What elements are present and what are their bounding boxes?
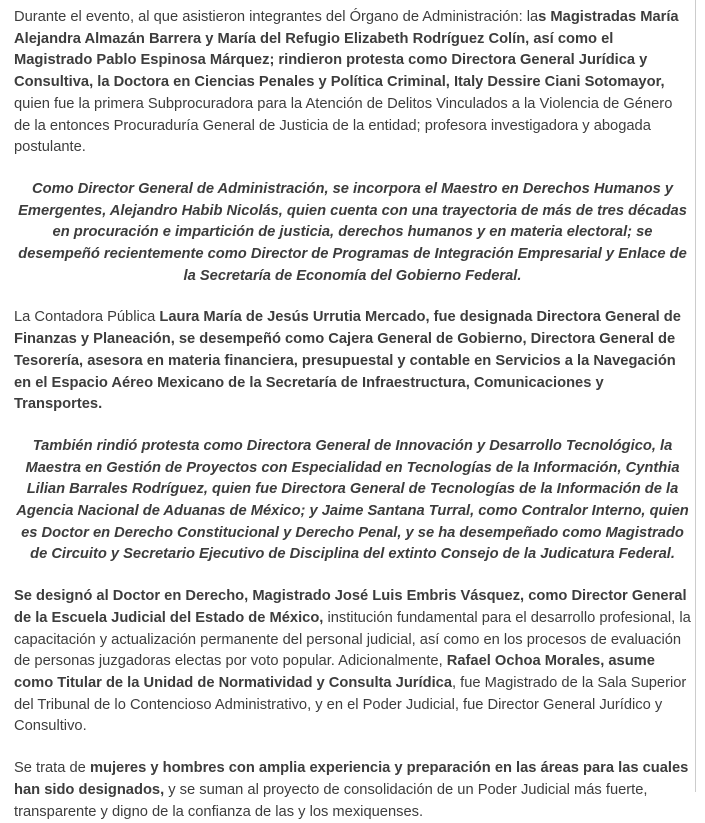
text-run: , fue Magistrado de la Sala Superior del Tribunal de lo Contencioso Administrativo, y en el Poder Judicial, fue Director General Jurídico y Consultivo. (14, 674, 687, 735)
text-run: mujeres y hombres con amplia experiencia y preparación en las áreas para las cuales han sido designados, (14, 760, 689, 798)
text-run: y se suman al proyecto de consolidación de un Poder Judicial más fuerte, transparente y digno de la confianza de las y los mexiquenses. (14, 781, 648, 820)
text-run: Como Director General de Administración, se incorpora el Maestro en Derechos Humanos y Emergentes, Alejandro Habib Nicolás, quien cuenta con una trayectoria de más de tres décadas en procuración e impartición de justicia, derechos humanos y en materia electoral; se desempeñó recientemente como Director de Programas de Integración Empresarial y Enlace de la Secretaría de Economía del Gobierno Federal. (18, 180, 687, 284)
text-run: Se designó al Doctor en Derecho, Magistrado José Luis Embris Vásquez, como Director General de la Escuela Judicial del Estado de México, (14, 588, 687, 626)
content-right-border (695, 0, 696, 792)
paragraph-4 (14, 436, 691, 566)
text-run: Se trata de (14, 760, 90, 777)
text-run: s Magistradas María Alejandra Almazán Barrera y María del Refugio Elizabeth Rodríguez Colín, así como el Magistrado Pablo Espinosa Márquez; rindieron protesta como Directora General Jurídica y Consultiva, la Doctora en Ciencias Penales y Política Criminal, Italy Dessire Ciani Sotomayor, (14, 9, 679, 91)
text-run: Durante el evento, al que asistieron integrantes del Órgano de Administración: la (14, 9, 539, 25)
text-run: También rindió protesta como Directora General de Innovación y Desarrollo Tecnológico, la Maestra en Gestión de Proyectos con Especialidad en Tecnologías de la Información, Cynthia Lilian Barrales Rodríguez, quien fue Directora General de Tecnologías de la Información de la Agencia Nacional de Aduanas de México; y Jaime Santana Turral, como Contralor Interno, quien es Doctor en Derecho Constitucional y Derecho Penal, y se ha desempeñado como Magistrado de Circuito y Secretario Ejecutivo de Disciplina del extinto Consejo de la Judicatura Federal. (16, 437, 689, 563)
text-run: institución fundamental para el desarrollo profesional, la capacitación y actualización permanente del personal judicial, así como en los procesos de evaluación de personas juzgadoras electas por voto popular. Adicionalmente, (14, 609, 691, 670)
paragraph-5 (14, 586, 691, 738)
paragraph-2 (14, 179, 691, 288)
text-run: quien fue la primera Subprocuradora para la Atención de Delitos Vinculados a la Violencia de Género de la entonces Procuraduría General de Justicia de la entidad; profesora investigadora y abogada postulante. (14, 95, 673, 156)
text-run: Laura María de Jesús Urrutia Mercado, fue designada Directora General de Finanzas y Planeación, se desempeñó como Cajera General de Gobierno, Directora General de Tesorería, asesora en materia financiera, presupuestal y contable en Servicios a la Navegación en el Espacio Aéreo Mexicano de la Secretaría de Infraestructura, Comunicaciones y Transportes. (14, 309, 681, 413)
paragraph-6 (14, 758, 691, 823)
text-run: Rafael Ochoa Morales, asume como Titular de la Unidad de Normatividad y Consulta Jurídica (14, 653, 655, 691)
paragraph-3 (14, 307, 691, 416)
text-run: La Contadora Pública (14, 309, 160, 326)
paragraph-1 (14, 7, 691, 159)
